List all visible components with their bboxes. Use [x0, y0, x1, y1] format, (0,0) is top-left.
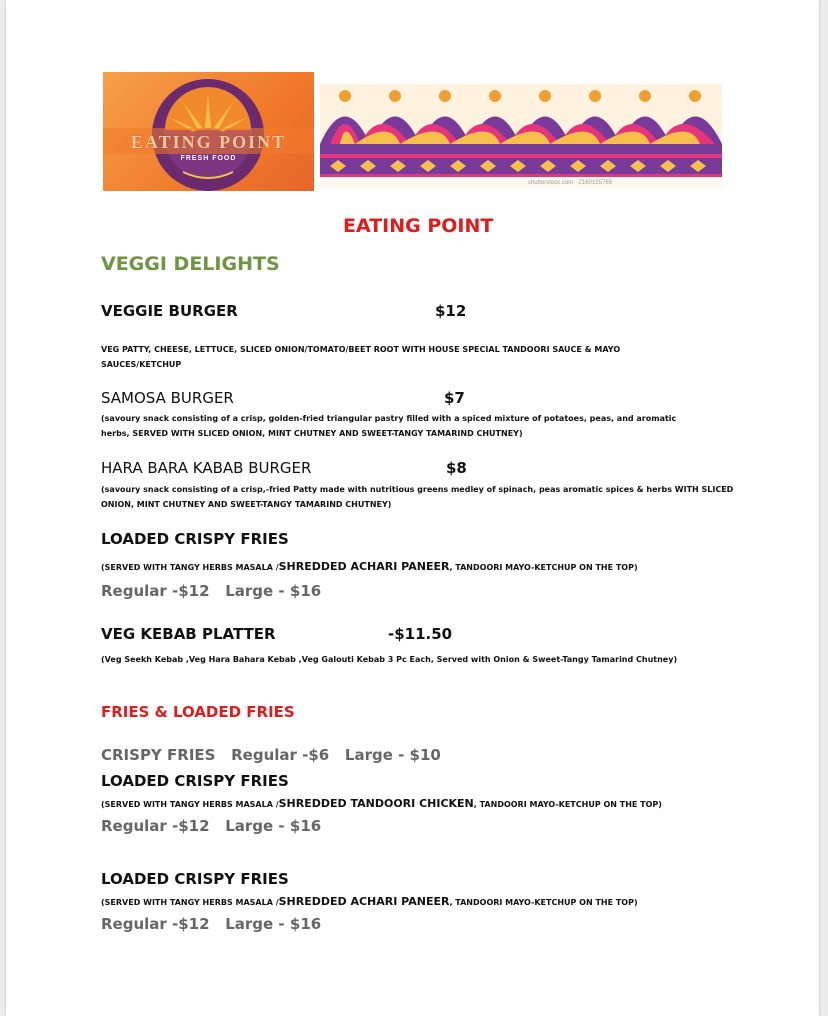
- decorative-banner: [320, 84, 722, 188]
- item-price-hara-bara-kabab-burger: $8: [446, 459, 467, 477]
- image-credit: shutterstock.com · 2160155765: [527, 180, 612, 186]
- item-prices-loaded-fries-paneer: Regular -$12 Large - $16: [101, 582, 322, 600]
- logo-name: EATING POINT: [130, 132, 287, 152]
- item-name-veg-kebab-platter: VEG KEBAB PLATTER: [101, 625, 276, 643]
- desc-suffix: , TANDOORI MAYO-KETCHUP ON THE TOP): [449, 898, 638, 907]
- desc-highlight: SHREDDED TANDOORI CHICKEN: [278, 797, 474, 810]
- item-desc-loaded-fries-chicken: [101, 796, 662, 812]
- item-name-samosa-burger: SAMOSA BURGER: [101, 389, 234, 407]
- desc-highlight: SHREDDED ACHARI PANEER: [278, 895, 450, 908]
- item-desc-hara-bara-kabab-burger: (savoury snack consisting of a crisp,-fried Patty made with nutritious greens medley of spinach, peas aromatic spices & herbs WITH SLICED ONION, MINT CHUTNEY AND SWEET-TANGY TAMARIND CHUTNEY): [101, 485, 734, 509]
- desc-highlight: SHREDDED ACHARI PANEER: [278, 560, 450, 573]
- section-heading-fries: FRIES & LOADED FRIES: [101, 703, 295, 721]
- item-name-hara-bara-kabab-burger: HARA BARA KABAB BURGER: [101, 459, 312, 477]
- desc-suffix: , TANDOORI MAYO-KETCHUP ON THE TOP): [473, 800, 662, 809]
- item-price-veg-kebab-platter: -$11.50: [388, 625, 453, 643]
- item-desc-veg-kebab-platter: (Veg Seekh Kebab ,Veg Hara Bahara Kebab ,Veg Galouti Kebab 3 Pc Each, Served with Onion & Sweet-Tangy Tamarind Chutney): [101, 655, 678, 664]
- item-price-samosa-burger: $7: [444, 389, 465, 407]
- restaurant-logo: [103, 72, 314, 191]
- item-name-loaded-fries-chicken: LOADED CRISPY FRIES: [101, 772, 289, 790]
- item-name-veggie-burger: VEGGIE BURGER: [101, 302, 238, 320]
- section-heading-veggi-delights: VEGGI DELIGHTS: [101, 253, 280, 275]
- item-crispy-fries: CRISPY FRIES Regular -$6 Large - $10: [101, 746, 441, 764]
- item-prices-loaded-fries-paneer-2: Regular -$12 Large - $16: [101, 915, 322, 933]
- item-name-loaded-fries-paneer: LOADED CRISPY FRIES: [101, 530, 289, 548]
- logo-tagline: FRESH FOOD: [180, 155, 237, 162]
- item-name-loaded-fries-paneer-2: LOADED CRISPY FRIES: [101, 870, 289, 888]
- desc-prefix: (SERVED WITH TANGY HERBS MASALA /: [101, 800, 279, 809]
- ornament-pattern: [320, 84, 722, 184]
- desc-suffix: , TANDOORI MAYO-KETCHUP ON THE TOP): [449, 563, 638, 572]
- item-desc-samosa-burger: (savoury snack consisting of a crisp, golden-fried triangular pastry filled with a spiced mixture of potatoes, peas, and aromatic herbs, SERVED WITH SLICED ONION, MINT CHUTNEY AND SWEET-TANGY TAMARIND CHUTNEY): [101, 414, 677, 438]
- item-prices-loaded-fries-chicken: Regular -$12 Large - $16: [101, 817, 322, 835]
- item-desc-loaded-fries-paneer: [101, 559, 638, 575]
- item-desc-veggie-burger: VEG PATTY, CHEESE, LETTUCE, SLICED ONION/TOMATO/BEET ROOT WITH HOUSE SPECIAL TANDOORI SAUCE & MAYO SAUCES/KETCHUP: [101, 345, 621, 369]
- item-price-veggie-burger: $12: [435, 302, 467, 320]
- desc-prefix: (SERVED WITH TANGY HERBS MASALA /: [101, 563, 279, 572]
- item-desc-loaded-fries-paneer-2: [101, 894, 638, 910]
- page-title: EATING POINT: [343, 215, 494, 237]
- desc-prefix: (SERVED WITH TANGY HERBS MASALA /: [101, 898, 279, 907]
